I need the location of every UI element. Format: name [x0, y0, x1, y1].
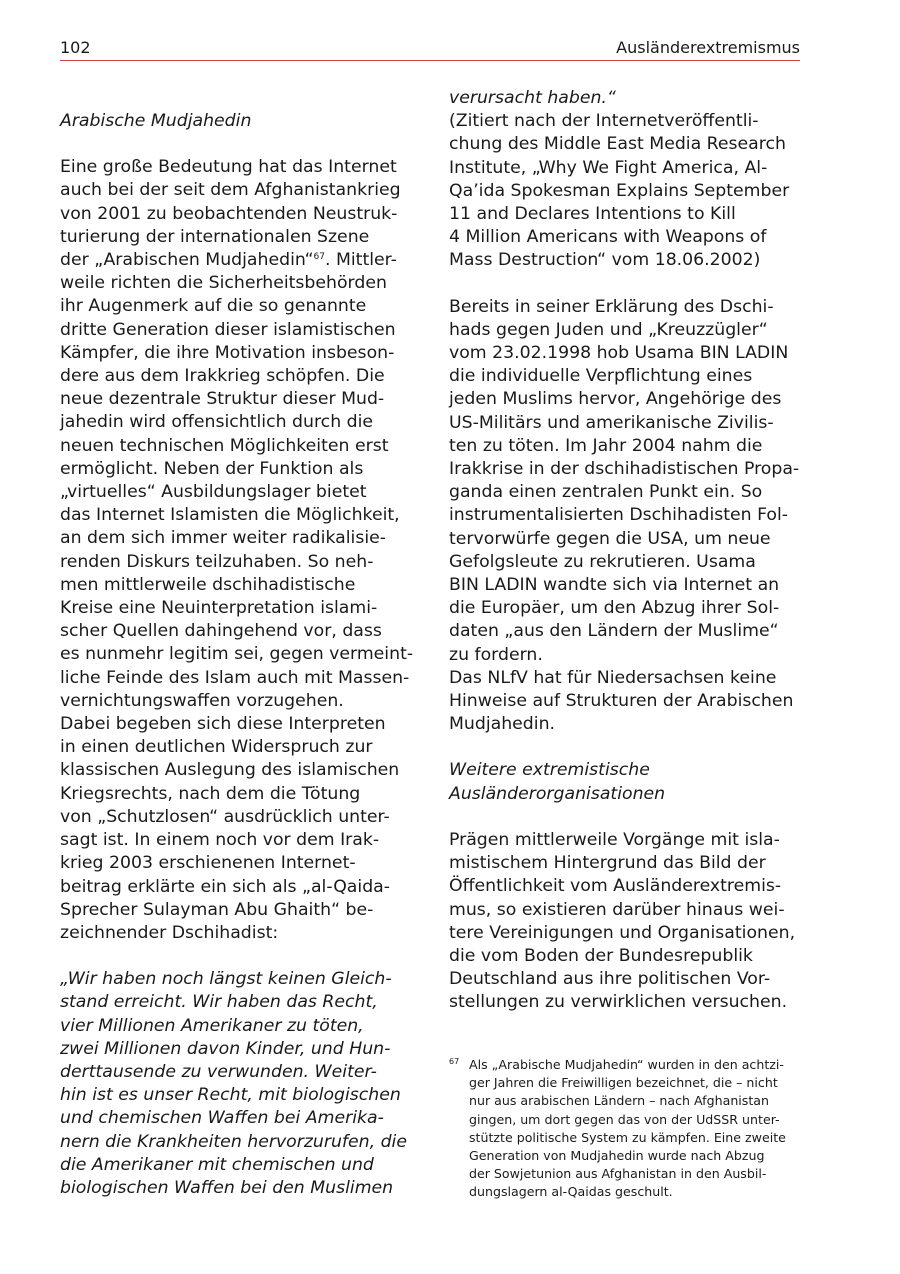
text-line: die individuelle Verpflichtung eines — [449, 366, 753, 387]
text-line: zeichnender Dschihadist: — [60, 922, 279, 943]
text-line: mistischem Hintergrund das Bild der — [449, 853, 766, 874]
text-line: turierung der internationalen Szene — [60, 226, 370, 247]
text-line: zwei Millionen davon Kinder, und Hun- — [60, 1038, 391, 1059]
text-line: Kreise eine Neuinterpretation islami- — [60, 598, 378, 619]
page-header — [60, 36, 800, 61]
text-line: derttausende zu verwunden. Weiter- — [60, 1061, 377, 1082]
text-line: (Zitiert nach der Internetveröffentli- — [449, 111, 759, 132]
text-line: Gefolgsleute zu rekrutieren. Usama — [449, 551, 756, 572]
text-line: in einen deutlichen Widerspruch zur — [60, 737, 373, 758]
text-line: „virtuelles“ Ausbildungslager bietet — [60, 482, 367, 503]
text-line: gingen, um dort gegen das von der UdSSR unter- — [469, 1111, 780, 1127]
left-column — [60, 110, 420, 1200]
text-line: zu fordern. — [449, 644, 543, 665]
text-line: klassischen Auslegung des islamischen — [60, 760, 400, 781]
text-line: ganda einen zentralen Punkt ein. So — [449, 482, 763, 503]
text-line: ten zu töten. Im Jahr 2004 nahm die — [449, 435, 763, 456]
text-line: jeden Muslims hervor, Angehörige des — [449, 389, 782, 410]
text-line: weile richten die Sicherheitsbehörden — [60, 273, 387, 294]
text-line: chung des Middle East Media Research — [449, 134, 786, 155]
footnote-reference: 67 — [313, 252, 325, 263]
text-line: auch bei der seit dem Afghanistankrieg — [60, 180, 401, 201]
text-line: vier Millionen Amerikaner zu töten, — [60, 1015, 364, 1036]
text-line: Hinweise auf Strukturen der Arabischen — [449, 691, 794, 712]
text-line: nur aus arabischen Ländern – nach Afghanistan — [469, 1093, 769, 1109]
text-line: ger Jahren die Freiwilligen bezeichnet, die – nicht — [469, 1075, 778, 1091]
text-line: hin ist es unser Recht, mit biologischen — [60, 1085, 401, 1106]
text-line: tere Vereinigungen und Organisationen, — [449, 922, 796, 943]
text-line: „Wir haben noch längst keinen Gleich- — [60, 969, 392, 990]
quote-end: verursacht haben.“ — [449, 88, 616, 108]
text-line: Mudjahedin. — [449, 714, 556, 735]
text-line: Dabei begeben sich diese Interpreten — [60, 714, 386, 735]
text-line: US-Militärs und amerikanische Zivilis- — [449, 412, 774, 433]
text-line: die vom Boden der Bundesrepublik — [449, 945, 753, 966]
text-line: neue dezentrale Struktur dieser Mud- — [60, 389, 385, 410]
text-line: 11 and Declares Intentions to Kill — [449, 204, 736, 225]
text-line: Kämpfer, die ihre Motivation insbeson- — [60, 342, 395, 363]
quote-block — [60, 968, 420, 1200]
text-line: der Sowjetunion aus Afghanistan in den Ausbil- — [469, 1166, 767, 1182]
text-line: Das NLfV hat für Niedersachsen keine — [449, 667, 777, 688]
text-line: daten „aus den Ländern der Muslime“ — [449, 621, 779, 642]
text-line: krieg 2003 erschienenen Internet- — [60, 853, 356, 874]
text-line: Als „Arabische Mudjahedin“ wurden in den achtzi- — [469, 1057, 784, 1072]
text-line: Mass Destruction“ vom 18.06.2002) — [449, 250, 761, 271]
section-title: Ausländerextremismus — [616, 38, 800, 57]
text-line: stützte politische System zu kämpfen. Eine zweite — [469, 1129, 786, 1145]
text-line: Irakkrise in der dschihadistischen Propa- — [449, 459, 800, 480]
text-line: vom 23.02.1998 hob Usama BIN LADIN — [449, 343, 789, 364]
text-line: scher Quellen dahingehend vor, dass — [60, 621, 382, 642]
paragraph-intro — [60, 156, 420, 945]
text-line: stand erreicht. Wir haben das Recht, — [60, 992, 378, 1013]
section-heading: Arabische Mudjahedin — [60, 111, 252, 131]
text-line: Sprecher Sulayman Abu Ghaith“ be- — [60, 899, 374, 920]
text-line: Weitere extremistische — [449, 760, 650, 781]
text-line: vernichtungswaffen vorzugehen. — [60, 690, 344, 711]
text-line: sagt ist. In einem noch vor dem Irak- — [60, 830, 380, 851]
text-line: Prägen mittlerweile Vorgänge mit isla- — [449, 829, 780, 850]
text-line: das Internet Islamisten die Möglichkeit, — [60, 505, 400, 526]
text-line: ermöglicht. Neben der Funktion als — [60, 458, 364, 479]
text-line: von 2001 zu beobachtenden Neustruk- — [60, 203, 398, 224]
paragraph-body — [60, 272, 420, 945]
text-line: der „Arabischen Mudjahedin“$^{67}$. Mittler- — [60, 250, 397, 271]
text-line: jahedin wird offensichtlich durch die — [60, 412, 374, 433]
paragraph-other-orgs — [449, 829, 809, 1015]
citation — [449, 110, 809, 272]
text-line: die Europäer, um den Abzug ihrer Sol- — [449, 598, 780, 619]
footnote-text — [469, 1056, 786, 1202]
text-line: Kriegsrechts, nach dem die Tötung — [60, 783, 361, 804]
text-line: die Amerikaner mit chemischen und — [60, 1154, 374, 1175]
text-line: neuen technischen Möglichkeiten erst — [60, 435, 389, 456]
text-line: dere aus dem Irakkrieg schöpfen. Die — [60, 366, 385, 387]
text-line: Bereits in seiner Erklärung des Dschi- — [449, 296, 774, 317]
text-line: liche Feinde des Islam auch mit Massen- — [60, 667, 410, 688]
text-line: von „Schutzlosen“ ausdrücklich unter- — [60, 806, 390, 827]
text-line: Qa’ida Spokesman Explains September — [449, 180, 790, 201]
text-line: Deutschland aus ihre politischen Vor- — [449, 969, 771, 990]
text-line: nern die Krankheiten hervorzurufen, die — [60, 1131, 407, 1152]
text-line: Institute, „Why We Fight America, Al- — [449, 157, 768, 178]
text-line: mus, so existieren darüber hinaus wei- — [449, 899, 785, 920]
text-line: renden Diskurs teilzuhaben. So neh- — [60, 551, 374, 572]
right-column — [449, 87, 809, 1015]
text-line: es nunmehr legitim sei, gegen vermeint- — [60, 644, 414, 665]
text-line: dritte Generation dieser islamistischen — [60, 319, 396, 340]
text-line: an dem sich immer weiter radikalisie- — [60, 528, 387, 549]
text-line: biologischen Waffen bei den Muslimen — [60, 1177, 394, 1198]
text-line: Eine große Bedeutung hat das Internet — [60, 157, 397, 178]
page-number: 102 — [60, 38, 91, 57]
paragraph-bin-ladin — [449, 296, 809, 737]
text-line: beitrag erklärte ein sich als „al-Qaida- — [60, 876, 390, 897]
text-line: und chemischen Waffen bei Amerika- — [60, 1108, 384, 1129]
text-line: 4 Million Americans with Weapons of — [449, 227, 767, 248]
text-line: BIN LADIN wandte sich via Internet an — [449, 575, 780, 596]
text-line: tervorwürfe gegen die USA, um neue — [449, 528, 771, 549]
text-line: Öffentlichkeit vom Ausländerextremis- — [449, 876, 782, 897]
text-line: ihr Augenmerk auf die so genannte — [60, 296, 367, 317]
text-line: instrumentalisierten Dschihadisten Fol- — [449, 505, 789, 526]
text-line: Ausländerorganisationen — [449, 783, 666, 804]
footnote-number: 67 — [449, 1057, 460, 1066]
text-line: men mittlerweile dschihadistische — [60, 574, 356, 595]
section-heading-2 — [449, 759, 809, 805]
text-line: Generation von Mudjahedin wurde nach Abzug — [469, 1148, 765, 1164]
text-line: hads gegen Juden und „Kreuzzügler“ — [449, 319, 768, 340]
text-line: stellungen zu verwirklichen versuchen. — [449, 992, 788, 1013]
text-line: dungslagern al-Qaidas geschult. — [469, 1184, 673, 1200]
